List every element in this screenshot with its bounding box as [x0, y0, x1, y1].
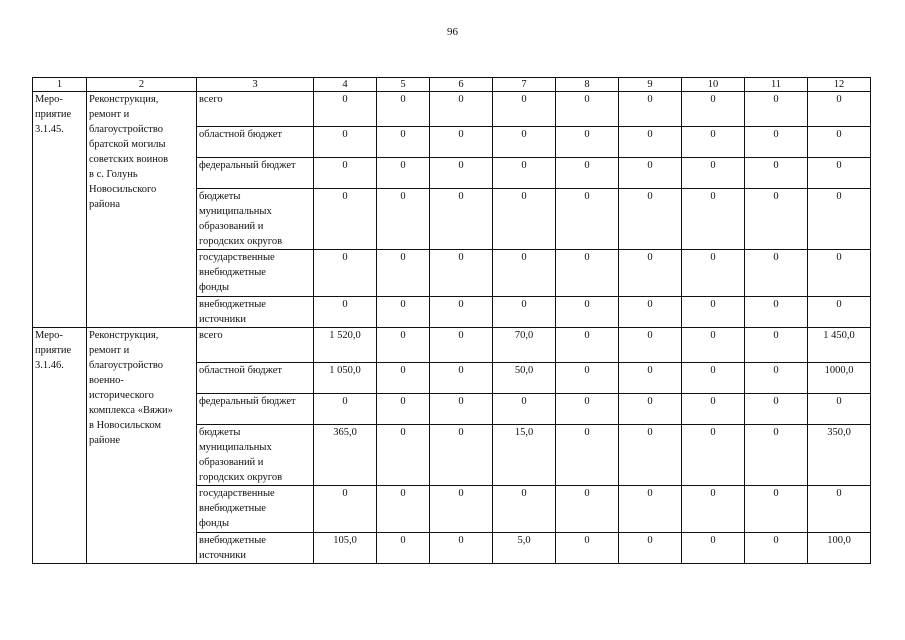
funding-source-line: областной бюджет — [199, 365, 282, 376]
measure-description-line: военно- — [89, 375, 124, 386]
measure-description-line: районе — [89, 435, 121, 446]
column-header: 5 — [377, 78, 430, 92]
value-cell: 0 — [745, 250, 808, 297]
value-cell: 0 — [808, 92, 871, 127]
funding-source-line: фонды — [199, 518, 230, 529]
funding-source-line: городских округов — [199, 236, 283, 247]
value-cell: 0 — [682, 394, 745, 425]
funding-source — [197, 328, 314, 363]
value-cell: 0 — [314, 486, 377, 533]
measure-description-line: исторического — [89, 390, 154, 401]
funding-source — [197, 127, 314, 158]
value-cell: 0 — [556, 533, 619, 564]
funding-source-line: внебюджетные — [199, 503, 266, 514]
value-cell: 0 — [808, 250, 871, 297]
measure-description-line: братской могилы — [89, 139, 166, 150]
funding-source-line: муниципальных — [199, 442, 272, 453]
value-cell: 0 — [556, 394, 619, 425]
column-header: 11 — [745, 78, 808, 92]
funding-source-line: бюджеты — [199, 191, 241, 202]
value-cell: 0 — [556, 92, 619, 127]
value-cell: 0 — [619, 486, 682, 533]
value-cell: 0 — [430, 486, 493, 533]
measure-id — [33, 328, 87, 564]
column-header: 4 — [314, 78, 377, 92]
value-cell: 0 — [493, 394, 556, 425]
value-cell: 0 — [377, 158, 430, 189]
measure-id-line: 3.1.46. — [35, 360, 64, 371]
measure-id-line: Меро- — [35, 94, 63, 105]
column-header: 3 — [197, 78, 314, 92]
funding-source — [197, 92, 314, 127]
funding-source — [197, 363, 314, 394]
table-body — [33, 92, 871, 564]
funding-source-line: всего — [199, 94, 223, 105]
value-cell: 0 — [430, 158, 493, 189]
measure-description-line: ремонт и — [89, 345, 130, 356]
measure-description — [87, 328, 197, 564]
value-cell: 0 — [682, 363, 745, 394]
value-cell: 50,0 — [493, 363, 556, 394]
value-cell: 0 — [619, 394, 682, 425]
value-cell: 1 050,0 — [314, 363, 377, 394]
funding-source-line: источники — [199, 550, 246, 561]
value-cell: 0 — [745, 363, 808, 394]
column-header: 12 — [808, 78, 871, 92]
funding-source-line: областной бюджет — [199, 129, 282, 140]
measure-description-line: в Новосильском — [89, 420, 162, 431]
funding-source-line: образований и — [199, 457, 264, 468]
funding-source-line: муниципальных — [199, 206, 272, 217]
value-cell: 0 — [619, 425, 682, 486]
value-cell: 70,0 — [493, 328, 556, 363]
value-cell: 0 — [682, 425, 745, 486]
value-cell: 0 — [430, 297, 493, 328]
value-cell: 1 450,0 — [808, 328, 871, 363]
value-cell: 0 — [377, 394, 430, 425]
funding-source-line: образований и — [199, 221, 264, 232]
measure-description-line: благоустройство — [89, 360, 164, 371]
value-cell: 0 — [377, 425, 430, 486]
measure-description-line: благоустройство — [89, 124, 164, 135]
funding-source — [197, 533, 314, 564]
value-cell: 0 — [745, 158, 808, 189]
measure-description-line: ремонт и — [89, 109, 130, 120]
value-cell: 365,0 — [314, 425, 377, 486]
value-cell: 0 — [430, 127, 493, 158]
funding-source-line: федеральный бюджет — [199, 160, 296, 171]
funding-source-line: федеральный бюджет — [199, 396, 296, 407]
table-row — [33, 92, 871, 127]
measure-id-line: Меро- — [35, 330, 63, 341]
value-cell: 0 — [745, 297, 808, 328]
value-cell: 1000,0 — [808, 363, 871, 394]
header-row — [33, 78, 871, 92]
funding-source-line: городских округов — [199, 472, 283, 483]
funding-source-line: бюджеты — [199, 427, 241, 438]
value-cell: 0 — [745, 92, 808, 127]
value-cell: 0 — [377, 92, 430, 127]
value-cell: 0 — [314, 92, 377, 127]
column-header: 10 — [682, 78, 745, 92]
value-cell: 1 520,0 — [314, 328, 377, 363]
value-cell: 0 — [619, 533, 682, 564]
value-cell: 0 — [314, 297, 377, 328]
page-number: 96 — [447, 26, 458, 38]
value-cell: 0 — [430, 189, 493, 250]
value-cell: 0 — [682, 127, 745, 158]
funding-source — [197, 158, 314, 189]
value-cell: 0 — [493, 297, 556, 328]
value-cell: 0 — [745, 189, 808, 250]
value-cell: 0 — [314, 189, 377, 250]
value-cell: 0 — [493, 92, 556, 127]
value-cell: 0 — [808, 486, 871, 533]
value-cell: 0 — [619, 189, 682, 250]
value-cell: 0 — [619, 158, 682, 189]
measure-description-line: Новосильского — [89, 184, 157, 195]
funding-source-line: внебюджетные — [199, 267, 266, 278]
column-header: 2 — [87, 78, 197, 92]
column-header: 9 — [619, 78, 682, 92]
funding-source-line: фонды — [199, 282, 230, 293]
value-cell: 350,0 — [808, 425, 871, 486]
funding-source-line: государственные — [199, 252, 275, 263]
value-cell: 0 — [556, 158, 619, 189]
measure-id-line: приятие — [35, 109, 72, 120]
funding-source-line: всего — [199, 330, 223, 341]
column-header: 7 — [493, 78, 556, 92]
value-cell: 0 — [682, 297, 745, 328]
measure-id-line: приятие — [35, 345, 72, 356]
measure-description-line: комплекса «Вяжи» — [89, 405, 173, 416]
value-cell: 0 — [377, 328, 430, 363]
value-cell: 0 — [619, 127, 682, 158]
column-header: 6 — [430, 78, 493, 92]
value-cell: 0 — [556, 297, 619, 328]
value-cell: 0 — [556, 363, 619, 394]
value-cell: 0 — [556, 127, 619, 158]
value-cell: 0 — [682, 250, 745, 297]
value-cell: 0 — [556, 328, 619, 363]
measure-description-line: района — [89, 199, 121, 210]
measure-description-line: Реконструкция, — [89, 94, 159, 105]
value-cell: 0 — [808, 297, 871, 328]
value-cell: 0 — [430, 250, 493, 297]
value-cell: 0 — [493, 189, 556, 250]
measure-description — [87, 92, 197, 328]
column-header: 1 — [33, 78, 87, 92]
value-cell: 0 — [377, 533, 430, 564]
value-cell: 0 — [682, 328, 745, 363]
value-cell: 0 — [430, 394, 493, 425]
value-cell: 0 — [619, 328, 682, 363]
measure-description-line: Реконструкция, — [89, 330, 159, 341]
funding-source-line: источники — [199, 314, 246, 325]
funding-source — [197, 394, 314, 425]
value-cell: 0 — [493, 158, 556, 189]
value-cell: 0 — [808, 394, 871, 425]
value-cell: 0 — [430, 425, 493, 486]
value-cell: 0 — [745, 533, 808, 564]
value-cell: 100,0 — [808, 533, 871, 564]
funding-source-line: внебюджетные — [199, 535, 266, 546]
value-cell: 0 — [808, 189, 871, 250]
table-row — [33, 328, 871, 363]
value-cell: 0 — [619, 250, 682, 297]
value-cell: 0 — [556, 250, 619, 297]
funding-source-line: внебюджетные — [199, 299, 266, 310]
measure-id — [33, 92, 87, 328]
funding-source-line: государственные — [199, 488, 275, 499]
funding-source — [197, 250, 314, 297]
value-cell: 0 — [314, 158, 377, 189]
value-cell: 0 — [493, 127, 556, 158]
value-cell: 0 — [745, 486, 808, 533]
value-cell: 0 — [556, 486, 619, 533]
measure-description-line: в с. Голунь — [89, 169, 138, 180]
value-cell: 0 — [619, 92, 682, 127]
value-cell: 105,0 — [314, 533, 377, 564]
funding-source — [197, 297, 314, 328]
value-cell: 0 — [493, 486, 556, 533]
value-cell: 0 — [556, 189, 619, 250]
value-cell: 0 — [314, 127, 377, 158]
value-cell: 0 — [430, 92, 493, 127]
value-cell: 0 — [745, 394, 808, 425]
value-cell: 0 — [314, 250, 377, 297]
value-cell: 0 — [377, 486, 430, 533]
value-cell: 0 — [377, 189, 430, 250]
value-cell: 0 — [745, 328, 808, 363]
value-cell: 0 — [377, 127, 430, 158]
value-cell: 0 — [682, 533, 745, 564]
column-header: 8 — [556, 78, 619, 92]
value-cell: 0 — [682, 92, 745, 127]
value-cell: 0 — [682, 486, 745, 533]
value-cell: 0 — [377, 250, 430, 297]
value-cell: 0 — [745, 425, 808, 486]
value-cell: 0 — [619, 363, 682, 394]
value-cell: 0 — [745, 127, 808, 158]
value-cell: 0 — [430, 328, 493, 363]
value-cell: 0 — [556, 425, 619, 486]
funding-source — [197, 425, 314, 486]
measure-description-line: советских воинов — [89, 154, 169, 165]
value-cell: 15,0 — [493, 425, 556, 486]
value-cell: 5,0 — [493, 533, 556, 564]
value-cell: 0 — [808, 127, 871, 158]
measure-id-line: 3.1.45. — [35, 124, 64, 135]
value-cell: 0 — [377, 363, 430, 394]
value-cell: 0 — [808, 158, 871, 189]
value-cell: 0 — [430, 363, 493, 394]
value-cell: 0 — [619, 297, 682, 328]
value-cell: 0 — [314, 394, 377, 425]
value-cell: 0 — [377, 297, 430, 328]
value-cell: 0 — [430, 533, 493, 564]
value-cell: 0 — [682, 158, 745, 189]
budget-table — [32, 77, 871, 564]
funding-source — [197, 189, 314, 250]
value-cell: 0 — [682, 189, 745, 250]
funding-source — [197, 486, 314, 533]
value-cell: 0 — [493, 250, 556, 297]
